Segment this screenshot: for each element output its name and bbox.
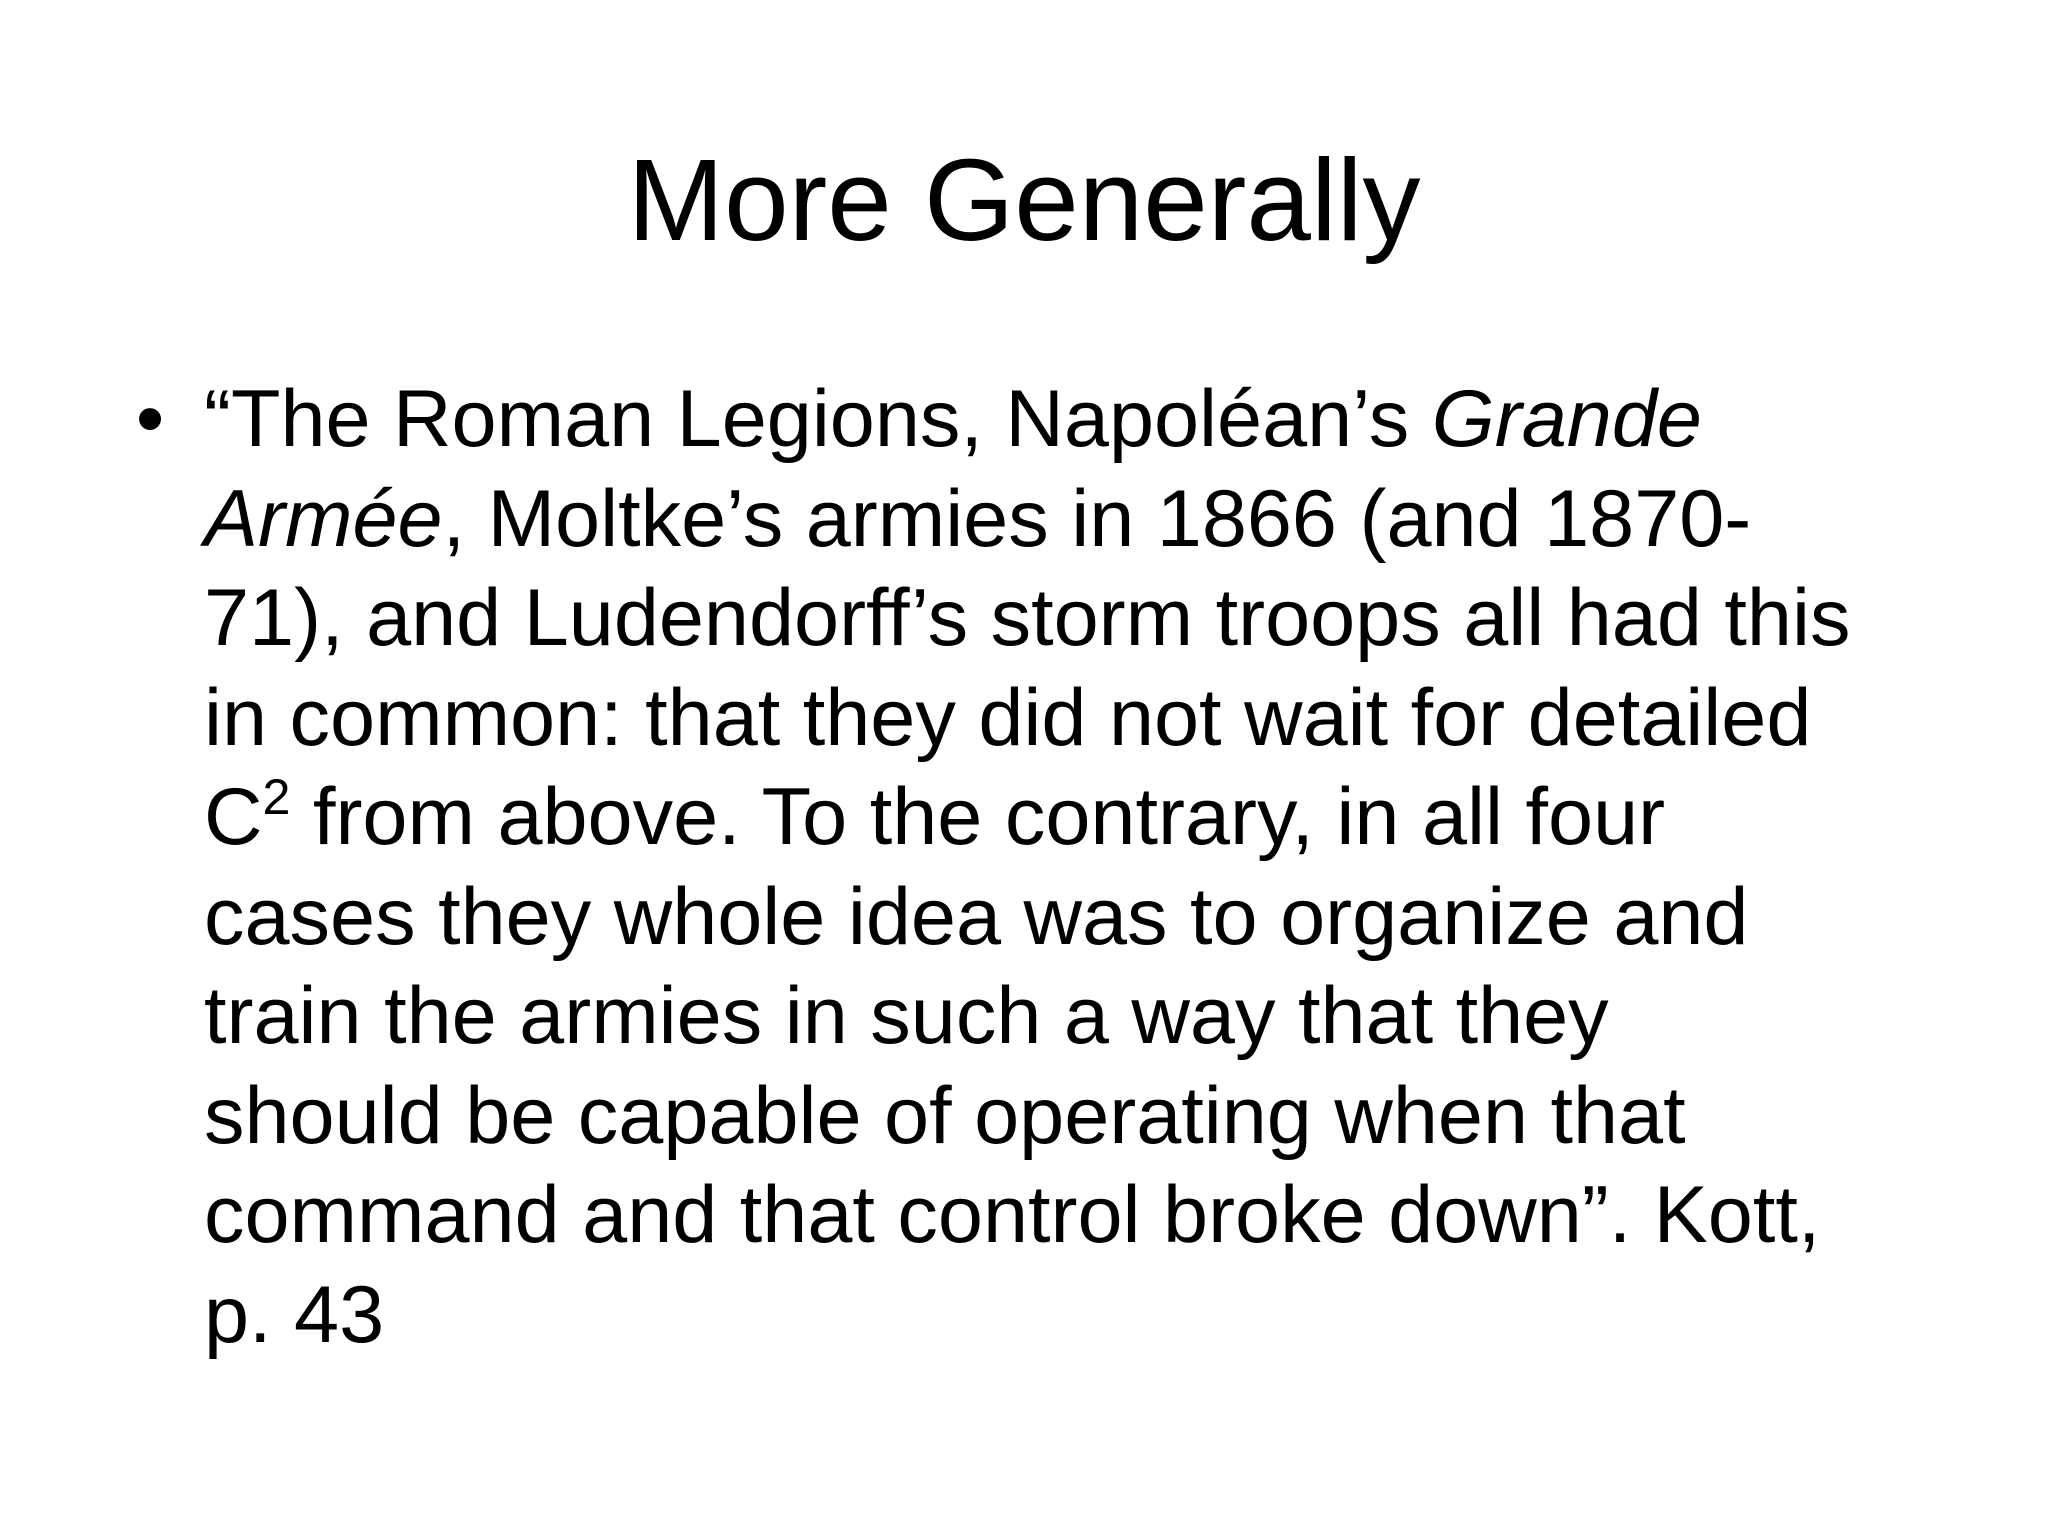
quote-text: from above. To the contrary, in all four — [290, 772, 1666, 862]
quote-line-9: command and that control broke down”. Kott, — [204, 1170, 1821, 1260]
quote-line-3: 71), and Ludendorff’s storm troops all had this — [204, 573, 1851, 663]
bullet-list — [120, 370, 1950, 1365]
quote-italic-text: Armée — [204, 473, 443, 564]
quote-line-1 — [204, 370, 1950, 470]
quote-line-8: should be capable of operating when that — [204, 1070, 1686, 1161]
slide-title: More Generally — [627, 135, 1421, 265]
quote-line-2 — [204, 470, 1950, 570]
quote-text: C — [204, 772, 263, 862]
quote-line-6: cases they whole idea was to organize and — [204, 871, 1749, 962]
quote-text: , Moltke’s armies in 1866 (and 1870- — [442, 473, 1752, 564]
quote-line-5 — [204, 768, 1950, 868]
superscript: 2 — [262, 768, 291, 825]
quote-bullet — [120, 370, 1950, 1365]
bullet-dot: • — [135, 374, 165, 464]
quote-line-10: p. 43 — [204, 1269, 385, 1360]
quote-italic-text: Grande — [1431, 374, 1702, 464]
quote-line-4: in common: that they did not wait for detailed — [204, 672, 1812, 763]
quote-text: “The Roman Legions, Napoléan’s — [204, 374, 1432, 464]
quote-line-7: train the armies in such a way that they — [204, 971, 1609, 1061]
